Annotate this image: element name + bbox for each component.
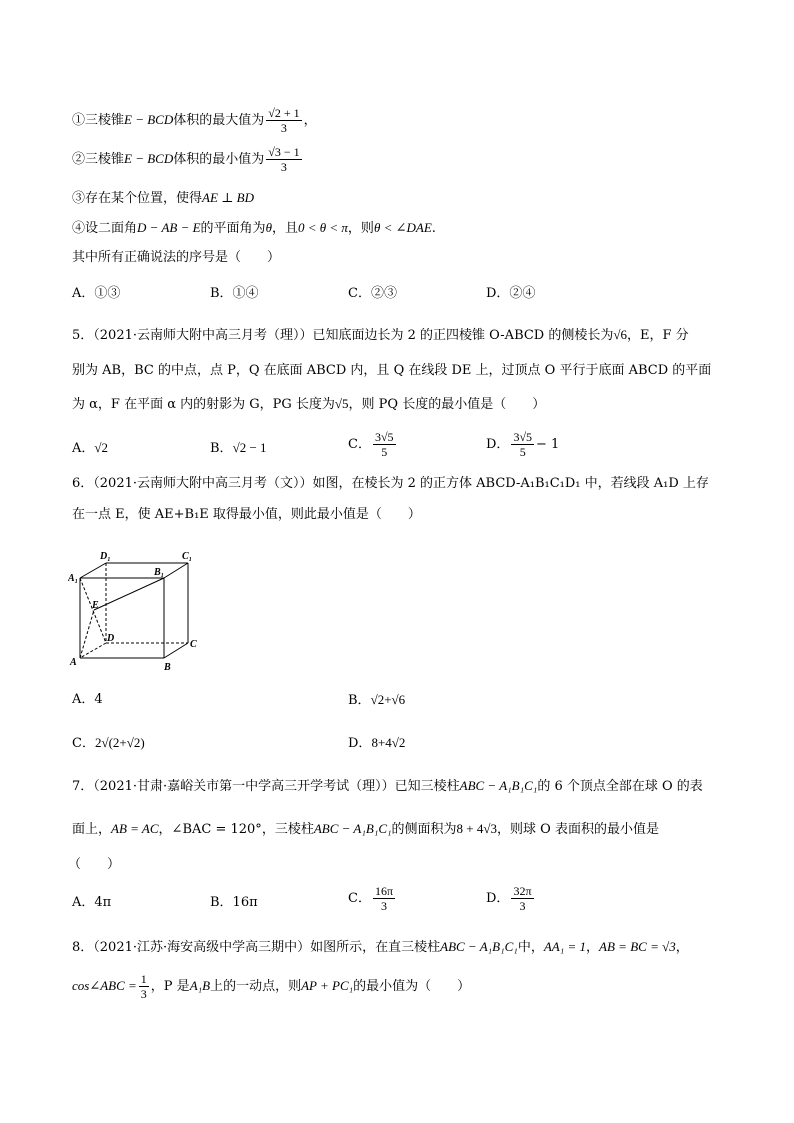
q7-line2-c: ，三棱柱 [261,822,314,837]
q8-line1-pre: 8．（2021·江苏·海安高级中学高三期中）如图所示，在直三棱柱 [72,940,441,955]
statement-4-condition: 0 < θ < π [297,220,348,235]
q7-option-b: B．16π [210,895,258,910]
question-6-line-1: 6．（2021·云南师大附中高三月考（文））如图，在棱长为 2 的正方体 ABCD-A₁B₁C₁D₁ 中，若线段 A₁D 上存 [72,476,709,491]
q6-option-b [348,690,405,711]
q7-option-a: A．4π [72,895,112,910]
q5-sqrt6: √6 [613,327,628,342]
statement-1-fraction [266,106,301,135]
statement-2-mid: 体积的最小值为 [173,152,265,167]
statement-3-text: ③存在某个位置，使得 [72,191,203,206]
question-5-line-2: 别为 AB，BC 的中点，点 P，Q 在底面 ABCD 内，且 Q 在线段 DE 上，过顶点 O 平行于底面 ABCD 的平面 [72,363,712,378]
q8-expr: AP + PC₁ [301,978,354,993]
q7-line2-d: 的侧面积为 [391,822,457,837]
question-7-line-1 [72,776,703,797]
option-fraction [373,884,395,913]
q8-ab-bc: AB = BC = √3 [599,939,676,954]
option-label: D． [486,891,510,906]
q8-aa1: AA₁ = 1 [543,939,587,954]
q5-option-b [210,438,267,459]
option-fraction [511,430,534,459]
q5-option-a [72,438,108,459]
option-value: √2+√6 [370,692,406,707]
q6-option-d [348,733,405,754]
q7-line1-end: 的 6 个顶点全部在球 O 的表 [537,779,703,794]
option-fraction [511,884,533,913]
option-label: B． [210,441,233,456]
fraction-denominator: 3 [280,160,287,174]
fraction-numerator: √2 + 1 [268,106,300,120]
fraction-numerator: 3√5 [374,430,394,444]
q8-cos: cos∠ABC = [72,978,137,993]
q7-ab-ac: AB = AC [111,821,159,836]
label-b1: B₁ [154,567,165,578]
statement-4-cond-pre: ，且 [271,221,298,236]
q8-line1-expr: ABC − A₁B₁C₁ [440,939,518,954]
option-label: A． [72,441,95,456]
option-label: D． [348,736,372,751]
option-label: C． [72,736,95,751]
question-5-line-1 [72,325,689,346]
statement-2-fraction [266,145,301,174]
statement-4 [72,218,436,239]
q8-fraction [139,972,149,1001]
option-label: D． [486,437,510,452]
option-value: √2 [94,440,109,455]
statement-2-expr: E − BCD [124,151,174,166]
q7-line2-expr: ABC − A₁B₁C₁ [313,821,392,836]
edge-c1b1 [164,563,188,578]
fraction-numerator: 1 [140,972,147,986]
fraction-numerator: 16π [374,884,394,898]
q8-line2-end: 的最小值为（ ） [353,979,471,994]
fraction-denominator: 3 [140,987,147,1001]
statement-1-mid: 体积的最大值为 [173,113,265,128]
cube-figure [68,548,198,673]
fraction-denominator: 5 [381,445,388,459]
question-6-line-2: 在一点 E，使 AE+B₁E 取得最小值，则此最小值是（ ） [72,507,421,522]
label-c: C [190,639,197,650]
statement-4-result: θ < ∠DAE [373,220,432,235]
q5-option-d [486,430,559,459]
q8-line1-end: ， [675,940,689,955]
fraction-numerator: 3√5 [513,430,533,444]
q5-option-c [348,430,398,459]
label-d: D [107,633,115,644]
q8-line2-mid: ，P 是 [150,979,190,994]
edge-da-hidden [80,643,106,658]
edge-a1d1 [80,563,106,578]
label-b: B [164,662,171,673]
statement-2-prefix: ②三棱锥 [72,152,125,167]
fraction-numerator: √3 − 1 [268,145,300,159]
q5-line3-pre: 为 α，F 在平面 α 内的射影为 G，PG 长度为 [72,397,335,412]
q8-line1-sep: ， [586,940,600,955]
label-c1: C₁ [182,551,193,562]
q6-option-a: A．4 [72,692,103,707]
q7-lateral-area: 8 + 4√3 [456,821,498,836]
fraction-denominator: 5 [519,445,526,459]
statement-1-end: ， [303,113,317,128]
segment-b1e [94,578,164,610]
option-value: 2√(2+√2) [94,735,145,750]
fraction-denominator: 3 [519,899,526,913]
question-7-line-3: （ ） [68,857,121,872]
statement-3 [72,188,254,209]
q7-option-c [348,884,397,913]
q4-option-d: D．②④ [486,286,536,301]
q7-line2-pre: 面上， [72,822,112,837]
q5-line1-end: ，E，F 分 [627,328,689,343]
q7-angle: ，∠BAC = 120° [158,822,262,837]
q7-line1-pre: 7．（2021·甘肃·嘉峪关市第一中学高三开学考试（理））已知三棱柱 [72,779,460,794]
option-label: C． [348,437,371,452]
question-4-stem: 其中所有正确说法的序号是（ ） [72,250,281,265]
option-value: √2 − 1 [232,440,267,455]
edge-cb [164,643,188,658]
statement-4-then: ，则 [347,221,374,236]
statement-4-theta: θ [265,220,272,235]
question-5-line-3 [72,394,545,415]
option-tail: − 1 [536,437,560,452]
label-a1: A₁ [68,573,79,584]
q6-option-c [72,733,145,754]
q4-option-b: B．①④ [210,286,259,301]
q7-line1-expr: ABC − A₁B₁C₁ [459,778,538,793]
label-a: A [70,657,77,668]
label-d1: D₁ [100,551,111,562]
statement-4-prefix: ④设二面角 [72,221,138,236]
option-fraction [373,430,396,459]
fraction-denominator: 3 [380,899,387,913]
label-e: E [92,600,99,611]
q8-line2-mid2: 上的一动点，则 [210,979,302,994]
statement-4-expr: D − AB − E [137,220,201,235]
q4-option-c: C．②③ [348,286,397,301]
question-7-line-2 [72,819,659,840]
option-label: C． [348,891,371,906]
option-label: B． [348,693,371,708]
statement-4-mid: 的平面角为 [200,221,266,236]
statement-1 [72,106,317,135]
statement-1-expr: E − BCD [124,112,174,127]
statement-2 [72,145,304,174]
q7-line2-end: ，则球 O 表面积的最小值是 [497,822,659,837]
q8-segment: A₁B [189,978,211,993]
fraction-denominator: 3 [280,121,287,135]
q4-option-a: A．①③ [72,286,121,301]
option-value: 8+4√2 [371,735,406,750]
statement-4-end: . [431,221,436,236]
q7-option-d [486,884,536,913]
q5-sqrt5: √5 [334,396,349,411]
q5-line1-text: 5．（2021·云南师大附中高三月考（理））已知底面边长为 2 的正四棱锥 O-ABCD 的侧棱长为 [72,328,614,343]
statement-3-expr: AE ⊥ BD [202,190,254,205]
q5-line3-end: ，则 PQ 长度的最小值是（ ） [348,397,546,412]
q8-line1-mid: 中， [517,940,544,955]
question-8-line-2 [72,972,470,1001]
fraction-numerator: 32π [513,884,532,898]
question-8-line-1 [72,937,689,958]
statement-1-prefix: ①三棱锥 [72,113,125,128]
